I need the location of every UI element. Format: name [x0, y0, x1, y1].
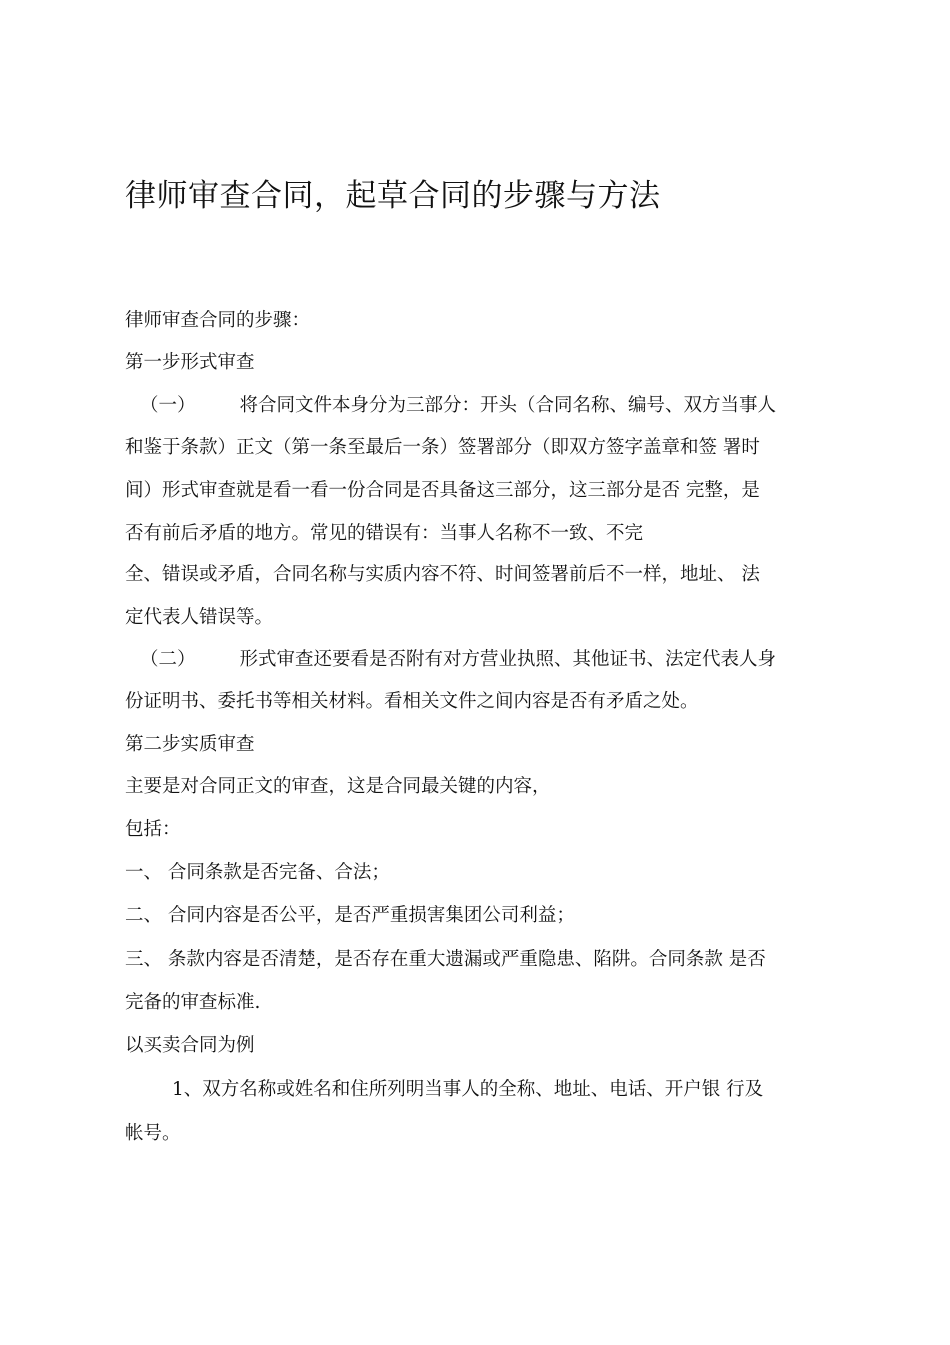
text-line-steps-heading: 律师审查合同的步骤：	[125, 310, 311, 331]
item-marker-1: （一）	[140, 395, 196, 416]
list-item-3: 三、 条款内容是否清楚，是否存在重大遗漏或严重隐患、陷阱。合同条款 是否	[125, 949, 766, 970]
text-line-numbered-1: 1、双方名称或姓名和住所列明当事人的全称、地址、电话、开户银 行及	[172, 1079, 764, 1100]
list-item-2: 二、 合同内容是否公平，是否严重损害集团公司利益；	[125, 905, 575, 926]
text-line: 份证明书、委托书等相关材料。看相关文件之间内容是否有矛盾之处。	[125, 691, 699, 712]
text-line: 和鉴于条款）正文（第一条至最后一条）签署部分（即双方签字盖章和签 署时	[125, 437, 760, 458]
text-line-example-heading: 以买卖合同为例	[125, 1035, 255, 1056]
text-line: 否有前后矛盾的地方。常见的错误有：当事人名称不一致、不完	[125, 523, 644, 544]
item-2-text: 形式审查还要看是否附有对方营业执照、其他证书、法定代表人身	[239, 649, 777, 670]
item-1-text: 将合同文件本身分为三部分：开头（合同名称、编号、双方当事人	[239, 395, 777, 416]
text-line-item-1	[140, 397, 776, 416]
text-line: 完备的审查标准.	[125, 992, 261, 1013]
text-line: 包括：	[125, 819, 181, 840]
text-line-step-two: 第二步实质审查	[125, 734, 255, 755]
text-line: 主要是对合同正文的审查，这是合同最关键的内容，	[125, 776, 551, 797]
text-line: 间）形式审查就是看一看一份合同是否具备这三部分，这三部分是否 完整，是	[125, 480, 760, 501]
text-line: 定代表人错误等。	[125, 607, 274, 628]
document-title: 律师审查合同，起草合同的步骤与方法	[125, 178, 661, 214]
text-line-step-one: 第一步形式审查	[125, 352, 255, 373]
text-line-item-2	[140, 651, 776, 670]
list-item-1: 一、 合同条款是否完备、合法；	[125, 862, 390, 883]
item-marker-2: （二）	[140, 649, 196, 670]
text-line: 帐号。	[125, 1123, 181, 1144]
text-line: 全、错误或矛盾，合同名称与实质内容不符、时间签署前后不一样，地址、 法	[125, 564, 760, 585]
